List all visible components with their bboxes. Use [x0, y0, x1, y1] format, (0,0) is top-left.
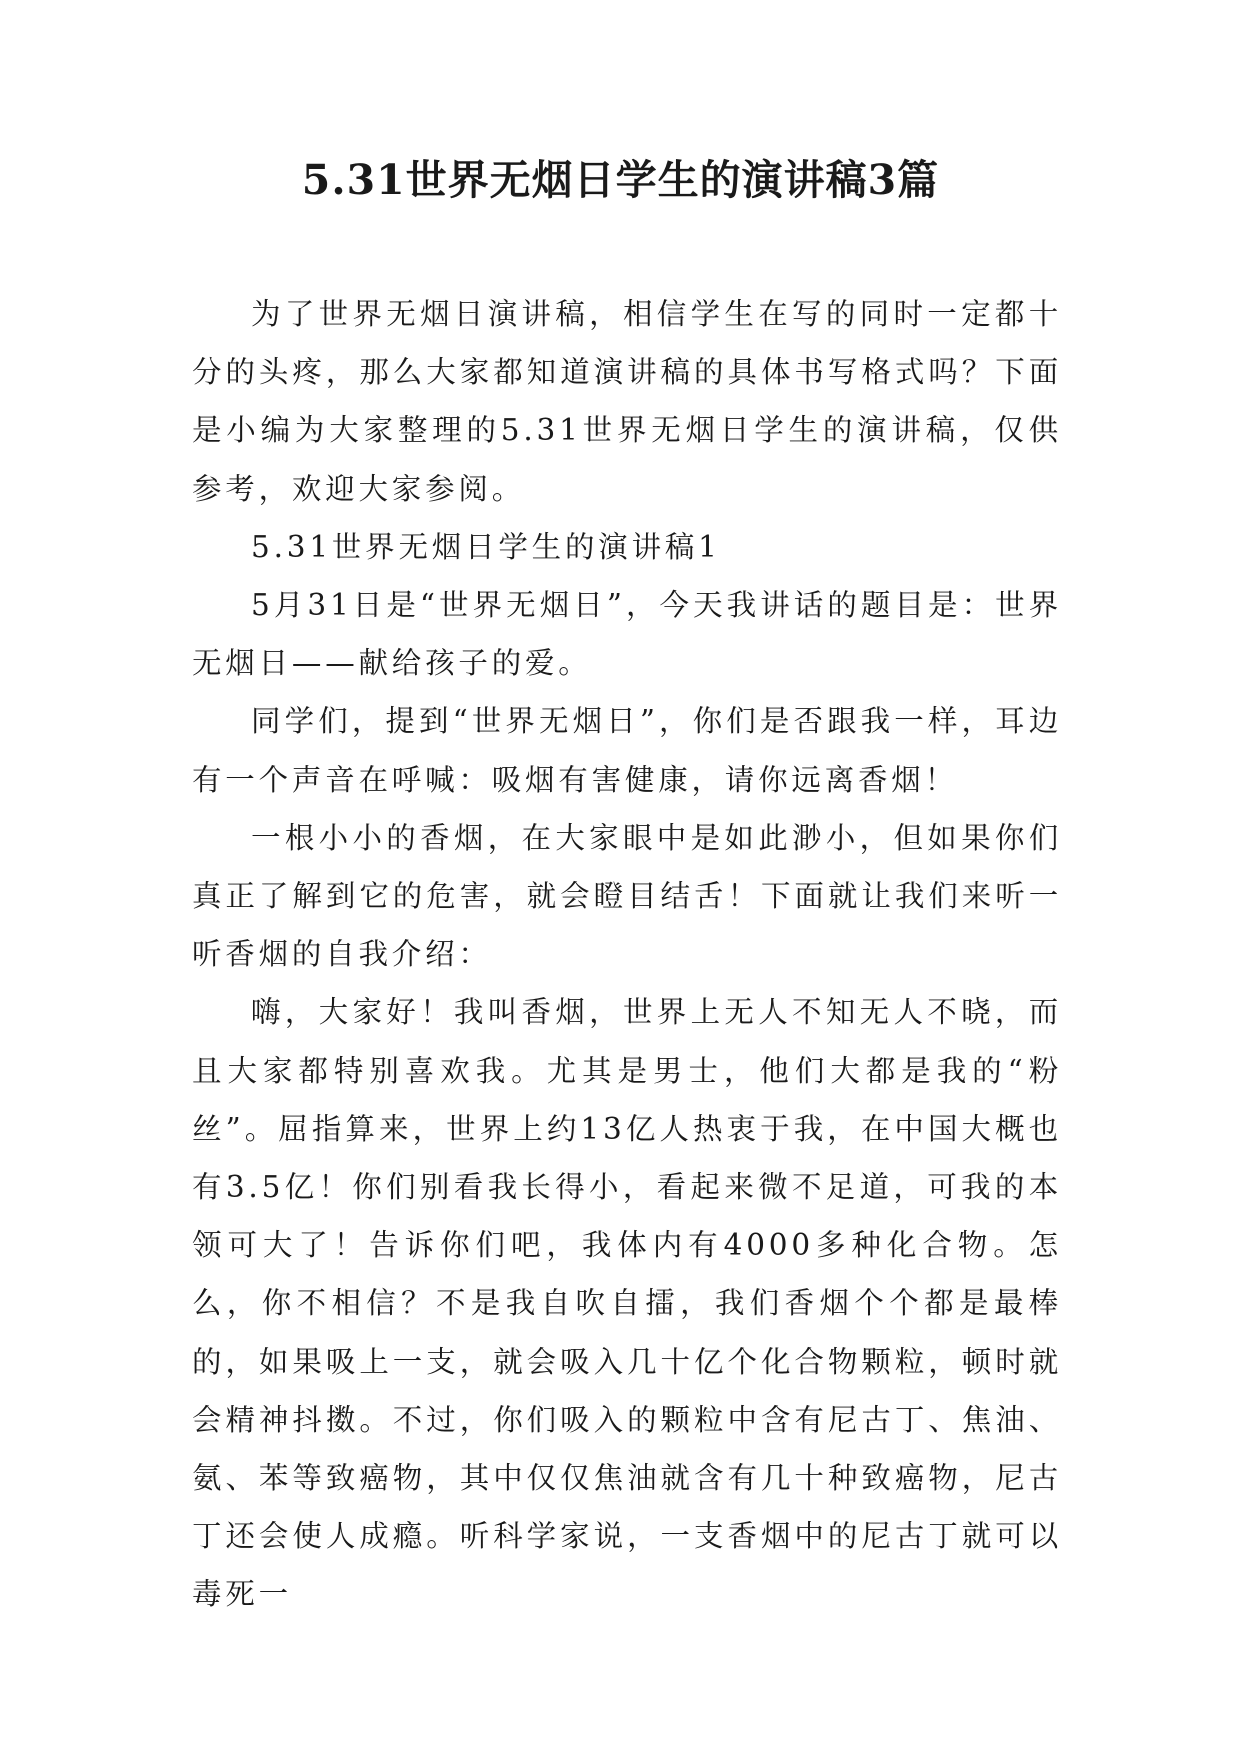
section-heading: 5.31世界无烟日学生的演讲稿1 [251, 529, 721, 564]
body-paragraph: 5月31日是“世界无烟日”，今天我讲话的题目是：世界无烟日——献给孩子的爱。 [192, 588, 1062, 681]
body-paragraph: 嗨，大家好！我叫香烟，世界上无人不知无人不晓，而且大家都特别喜欢我。尤其是男士，他们大都是我的“粉丝”。屈指算来，世界上约13亿人热衷于我，在中国大概也有3.5亿！你们别看我长得小，看起来微不足道，可我的本领可大了！告诉你们吧，我体内有4000多种化合物。怎么，你不相信？不是我自吹自擂，我们香烟个个都是最棒的，如果吸上一支，就会吸入几十亿个化合物颗粒，顿时就会精神抖擞。不过，你们吸入的颗粒中含有尼古丁、焦油、氨、苯等致癌物，其中仅仅焦油就含有几十种致癌物，尼古丁还会使人成瘾。听科学家说，一支香烟中的尼古丁就可以毒死一 [192, 995, 1062, 1612]
intro-paragraph: 为了世界无烟日演讲稿，相信学生在写的同时一定都十分的头疼，那么大家都知道演讲稿的具体书写格式吗？下面是小编为大家整理的5.31世界无烟日学生的演讲稿，仅供参考，欢迎大家参阅。 [192, 297, 1062, 506]
body-paragraph: 一根小小的香烟，在大家眼中是如此渺小，但如果你们真正了解到它的危害，就会瞪目结舌！下面就让我们来听一听香烟的自我介绍： [192, 820, 1062, 972]
document-body [192, 285, 1062, 1624]
body-paragraph: 同学们，提到“世界无烟日”，你们是否跟我一样，耳边有一个声音在呼喊：吸烟有害健康，请你远离香烟！ [192, 704, 1062, 797]
document-title: 5.31世界无烟日学生的演讲稿3篇 [301, 156, 940, 204]
